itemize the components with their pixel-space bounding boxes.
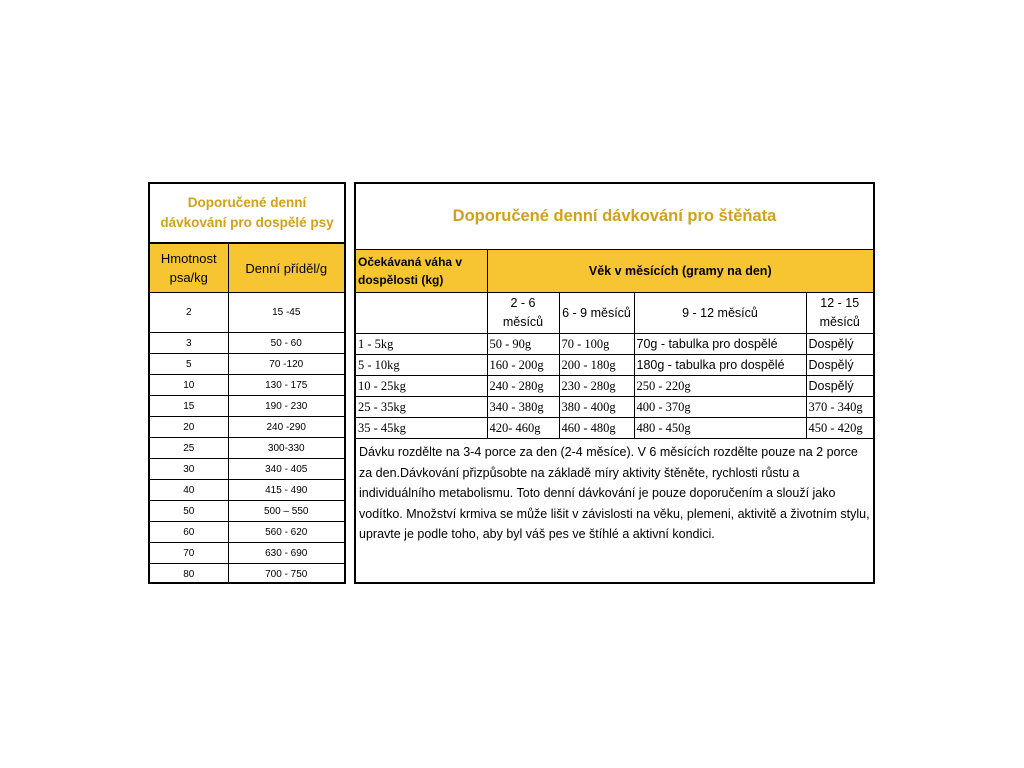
portion-cell: 250 - 220g: [634, 376, 806, 397]
adult-weight-cell: 20: [150, 417, 228, 438]
adult-weight-cell: 3: [150, 333, 228, 354]
age-group-cell: 6 - 9 měsíců: [559, 293, 634, 334]
portion-cell: 70g - tabulka pro dospělé: [634, 334, 806, 355]
table-row: [150, 396, 344, 417]
adult-weight-cell: 15: [150, 396, 228, 417]
adult-weight-cell: 70: [150, 543, 228, 564]
portion-cell: Dospělý: [806, 376, 873, 397]
adult-weight-cell: 80: [150, 564, 228, 585]
age-months-header: Věk v měsících (gramy na den): [487, 250, 873, 293]
weight-cell: 10 - 25kg: [356, 376, 487, 397]
adult-weight-cell: 40: [150, 480, 228, 501]
weight-cell: 35 - 45kg: [356, 418, 487, 439]
table-row: [150, 564, 344, 585]
table-row: [150, 333, 344, 354]
feeding-note: Dávku rozdělte na 3-4 porce za den (2-4 měsíce). V 6 měsících rozdělte pouze na 2 porce za den.Dávkování přizpůsobte na základě míry aktivity štěněte, rychlosti růstu a individuálního metabolismu. Toto denní dávkování je pouze doporučením a slouží jako vodítko. Množství krmiva se může lišit v závislosti na věku, plemeni, aktivitě a životním stylu, upravte je podle toho, aby byl váš pes ve štíhlé a aktivní kondici.: [356, 439, 873, 576]
portion-cell: 380 - 400g: [559, 397, 634, 418]
table-row: [150, 354, 344, 375]
weight-cell: 25 - 35kg: [356, 397, 487, 418]
table-row: [356, 355, 873, 376]
adult-header-row: [150, 244, 344, 293]
note-row: [356, 439, 873, 576]
adult-ration-header: Denní příděl/g: [228, 244, 344, 293]
weight-cell: 5 - 10kg: [356, 355, 487, 376]
portion-cell: Dospělý: [806, 355, 873, 376]
adult-feeding-table: [148, 182, 346, 584]
portion-cell: 450 - 420g: [806, 418, 873, 439]
table-row: [150, 480, 344, 501]
adult-ration-cell: 560 - 620: [228, 522, 344, 543]
table-row: [150, 522, 344, 543]
table-row: [150, 501, 344, 522]
portion-cell: 400 - 370g: [634, 397, 806, 418]
portion-cell: 160 - 200g: [487, 355, 559, 376]
adult-table-grid: [150, 244, 344, 584]
portion-cell: 370 - 340g: [806, 397, 873, 418]
adult-weight-cell: 50: [150, 501, 228, 522]
adult-ration-cell: 300-330: [228, 438, 344, 459]
puppy-header-row: [356, 250, 873, 293]
age-groups-row: [356, 293, 873, 334]
table-row: [150, 293, 344, 333]
empty-cell: [356, 293, 487, 334]
adult-ration-cell: 70 -120: [228, 354, 344, 375]
table-row: [356, 376, 873, 397]
age-group-cell: 12 - 15 měsíců: [806, 293, 873, 334]
adult-weight-cell: 60: [150, 522, 228, 543]
adult-ration-cell: 630 - 690: [228, 543, 344, 564]
portion-cell: 480 - 450g: [634, 418, 806, 439]
adult-ration-cell: 500 – 550: [228, 501, 344, 522]
age-group-cell: 9 - 12 měsíců: [634, 293, 806, 334]
adult-ration-cell: 50 - 60: [228, 333, 344, 354]
portion-cell: 180g - tabulka pro dospělé: [634, 355, 806, 376]
portion-cell: 240 - 280g: [487, 376, 559, 397]
table-row: [356, 397, 873, 418]
portion-cell: 70 - 100g: [559, 334, 634, 355]
portion-cell: 420- 460g: [487, 418, 559, 439]
adult-weight-cell: 5: [150, 354, 228, 375]
table-row: [150, 375, 344, 396]
portion-cell: 340 - 380g: [487, 397, 559, 418]
table-row: [150, 459, 344, 480]
puppy-table-title: Doporučené denní dávkování pro štěňata: [452, 207, 777, 225]
portion-cell: Dospělý: [806, 334, 873, 355]
puppy-feeding-table: [354, 182, 875, 584]
table-row: [150, 543, 344, 564]
weight-cell: 1 - 5kg: [356, 334, 487, 355]
adult-weight-cell: 25: [150, 438, 228, 459]
adult-weight-header: Očekávaná váha v dospělosti (kg): [356, 250, 487, 293]
age-group-cell: 2 - 6 měsíců: [487, 293, 559, 334]
adult-weight-header: Hmotnost psa/kg: [150, 244, 228, 293]
adult-ration-cell: 130 - 175: [228, 375, 344, 396]
adult-weight-cell: 10: [150, 375, 228, 396]
adult-ration-cell: 700 - 750: [228, 564, 344, 585]
adult-ration-cell: 240 -290: [228, 417, 344, 438]
table-row: [356, 334, 873, 355]
portion-cell: 200 - 180g: [559, 355, 634, 376]
portion-cell: 230 - 280g: [559, 376, 634, 397]
table-row: [356, 418, 873, 439]
adult-ration-cell: 340 - 405: [228, 459, 344, 480]
adult-table-title: Doporučené denní dávkování pro dospělé psy: [150, 184, 344, 244]
table-row: [150, 438, 344, 459]
adult-ration-cell: 415 - 490: [228, 480, 344, 501]
puppy-table-grid: [356, 249, 873, 575]
portion-cell: 50 - 90g: [487, 334, 559, 355]
portion-cell: 460 - 480g: [559, 418, 634, 439]
table-row: [150, 417, 344, 438]
adult-weight-cell: 2: [150, 293, 228, 333]
adult-weight-cell: 30: [150, 459, 228, 480]
adult-ration-cell: 190 - 230: [228, 396, 344, 417]
adult-ration-cell: 15 -45: [228, 293, 344, 333]
